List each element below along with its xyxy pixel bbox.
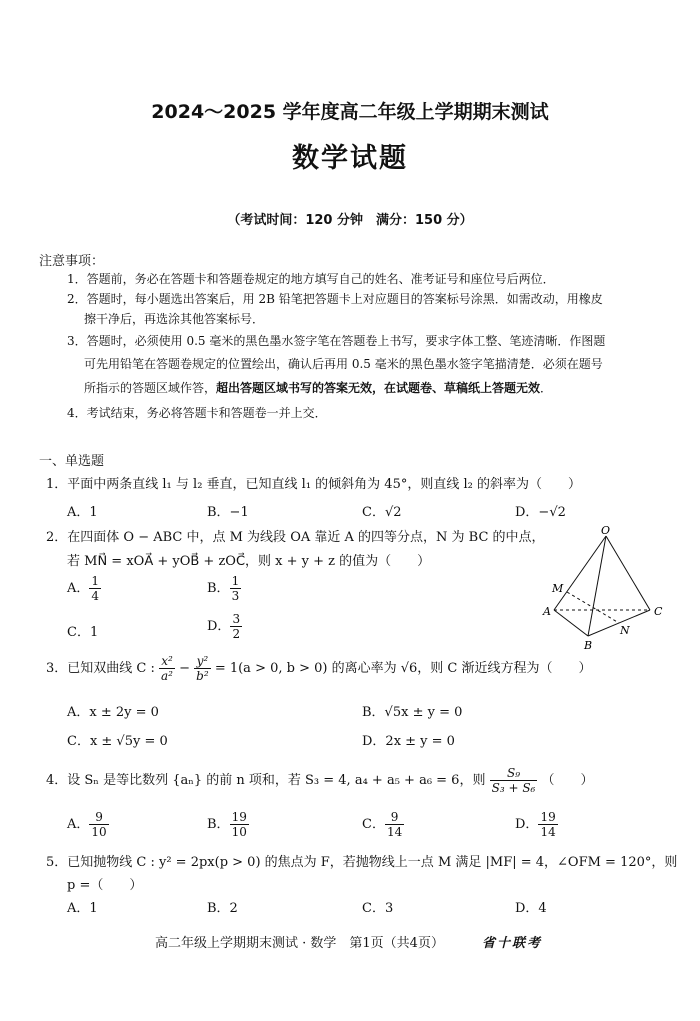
q2-b-num: 1 xyxy=(231,574,240,588)
edge-OC xyxy=(606,536,650,610)
label-M: M xyxy=(552,582,564,595)
page-footer: 高二年级上学期期末测试 · 数学 第1页（共4页） xyxy=(155,936,444,951)
q4-c-num: 9 xyxy=(385,810,404,825)
section-title: 一、单选题 xyxy=(39,454,105,469)
q4-d-label: D． xyxy=(515,817,539,832)
q3-stem-post: = 1(a > 0, b > 0) 的离心率为 √6，则 C 渐近线方程为（ ） xyxy=(214,661,592,676)
q4-a-den: 10 xyxy=(91,825,107,839)
q3-option-a: A．x ± 2y = 0 xyxy=(67,705,159,720)
tetrahedron-figure xyxy=(540,526,676,654)
q5-stem-line1: 5．已知抛物线 C : y² = 2px(p > 0) 的焦点为 F，若抛物线上一点 M 满足 |MF| = 4，∠OFM = 120°，则 xyxy=(46,855,678,870)
q2-b-den: 3 xyxy=(231,589,240,603)
q3-option-d: D．2x ± y = 0 xyxy=(362,734,455,749)
note-3-end: ． xyxy=(540,381,553,395)
q4-b-label: B． xyxy=(207,817,230,832)
exam-info: （考试时间：120 分钟 满分：150 分） xyxy=(227,213,473,228)
note-2-line2: 擦干净后，再选涂其他答案标号． xyxy=(84,312,265,326)
q5-option-b: B．2 xyxy=(207,901,238,916)
q2-option-d-label: D． xyxy=(207,619,231,634)
note-3-line1: 3．答题时，必须使用 0.5 毫米的黑色墨水签字笔在答题卷上书写，要求字体工整、笔迹清晰．作图题 xyxy=(67,334,606,348)
q2-option-d xyxy=(207,612,242,641)
q4-b-den: 10 xyxy=(231,825,247,839)
q4-stem xyxy=(46,766,594,795)
q4-b-num: 19 xyxy=(231,810,247,824)
q2-stem-line1: 2．在四面体 O − ABC 中，点 M 为线段 OA 靠近 A 的四等分点，N 为 BC 的中点， xyxy=(46,530,545,545)
q4-option-b xyxy=(207,810,249,839)
label-N: N xyxy=(620,624,630,637)
q4-ratio-num: S₉ xyxy=(490,766,538,781)
q2-a-num: 1 xyxy=(91,574,100,588)
note-3-line2: 可先用铅笔在答题卷规定的位置绘出，确认后再用 0.5 毫米的黑色墨水签字笔描清楚．必须在题号 xyxy=(84,357,603,371)
q3-option-b: B．√5x ± y = 0 xyxy=(362,705,463,720)
q2-option-c: C．1 xyxy=(67,625,99,640)
q2-option-a-label: A． xyxy=(67,581,90,596)
q3-frac1-den: a² xyxy=(161,669,173,683)
label-B: B xyxy=(584,639,593,652)
q2-option-b xyxy=(207,574,241,603)
label-O: O xyxy=(601,526,611,537)
q5-option-d: D．4 xyxy=(515,901,547,916)
q4-d-num: 19 xyxy=(540,810,556,824)
q3-option-c: C．x ± √5y = 0 xyxy=(67,734,168,749)
q4-a-label: A． xyxy=(67,817,90,832)
q3-frac1-num: x² xyxy=(159,654,175,669)
q1-option-b: B．−1 xyxy=(207,505,249,520)
note-2-line1: 2．答题时，每小题选出答案后，用 2B 铅笔把答题卡上对应题目的答案标号涂黑．如需改动，用橡皮 xyxy=(67,292,603,306)
q4-ratio-den: S₃ + S₆ xyxy=(491,781,536,795)
edge-AB xyxy=(554,610,588,636)
q1-option-c: C．√2 xyxy=(362,505,402,520)
notes-heading: 注意事项： xyxy=(39,254,105,269)
edge-OB xyxy=(588,536,606,636)
q1-stem: 1．平面中两条直线 l₁ 与 l₂ 垂直，已知直线 l₁ 的倾斜角为 45°，则直线 l₂ 的斜率为（ ） xyxy=(46,477,581,492)
q2-a-den: 4 xyxy=(91,589,100,603)
q4-stem-text: 4．设 Sₙ 是等比数列 {aₙ} 的前 n 项和，若 S₃ = 4, a₄ + a₅ + a₆ = 6，则 xyxy=(46,773,486,788)
q5-option-a: A．1 xyxy=(67,901,98,916)
q5-stem-line2: p =（ ） xyxy=(67,878,143,893)
q2-d-den: 2 xyxy=(232,627,241,641)
footer-brand: 省十联考 xyxy=(482,936,543,951)
q4-a-num: 9 xyxy=(89,810,108,825)
q3-minus: − xyxy=(179,661,191,676)
q4-d-den: 14 xyxy=(540,825,556,839)
q2-stem-line2: 若 MN⃗ = xOA⃗ + yOB⃗ + zOC⃗，则 x + y + z 的值为（ ） xyxy=(67,554,431,569)
q4-c-label: C． xyxy=(362,817,385,832)
q3-stem-pre: 3．已知双曲线 C : xyxy=(46,661,155,676)
q2-d-num: 3 xyxy=(232,612,241,626)
q4-option-a xyxy=(67,810,109,839)
q5-option-c: C．3 xyxy=(362,901,394,916)
q4-paren: （ ） xyxy=(541,773,594,788)
q1-option-d: D．−√2 xyxy=(515,505,566,520)
subject-title: 数学试题 xyxy=(292,143,408,174)
label-C: C xyxy=(654,605,663,618)
edge-OA xyxy=(554,536,606,610)
q4-c-den: 14 xyxy=(386,825,403,839)
q2-option-a xyxy=(67,574,101,603)
q3-frac2-num: y² xyxy=(194,654,211,669)
q1-option-a: A．1 xyxy=(67,505,98,520)
q4-option-d xyxy=(515,810,558,839)
note-4: 4．考试结束，务必将答题卡和答题卷一并上交． xyxy=(67,406,327,420)
note-1: 1．答题前，务必在答题卡和答题卷规定的地方填写自己的姓名、准考证号和座位号后两位． xyxy=(67,272,555,286)
note-3-plain: 所指示的答题区域作答， xyxy=(84,381,217,395)
q2-option-b-label: B． xyxy=(207,581,230,596)
q3-stem xyxy=(46,654,591,683)
q3-frac2-den: b² xyxy=(196,669,209,683)
q4-option-c xyxy=(362,810,404,839)
exam-title: 2024～2025 学年度高二年级上学期期末测试 xyxy=(151,101,549,123)
note-3-line3 xyxy=(84,378,552,398)
note-3-bold: 超出答题区域书写的答案无效，在试题卷、草稿纸上答题无效 xyxy=(216,381,541,395)
segment-MN xyxy=(567,592,619,623)
label-A: A xyxy=(543,605,551,618)
